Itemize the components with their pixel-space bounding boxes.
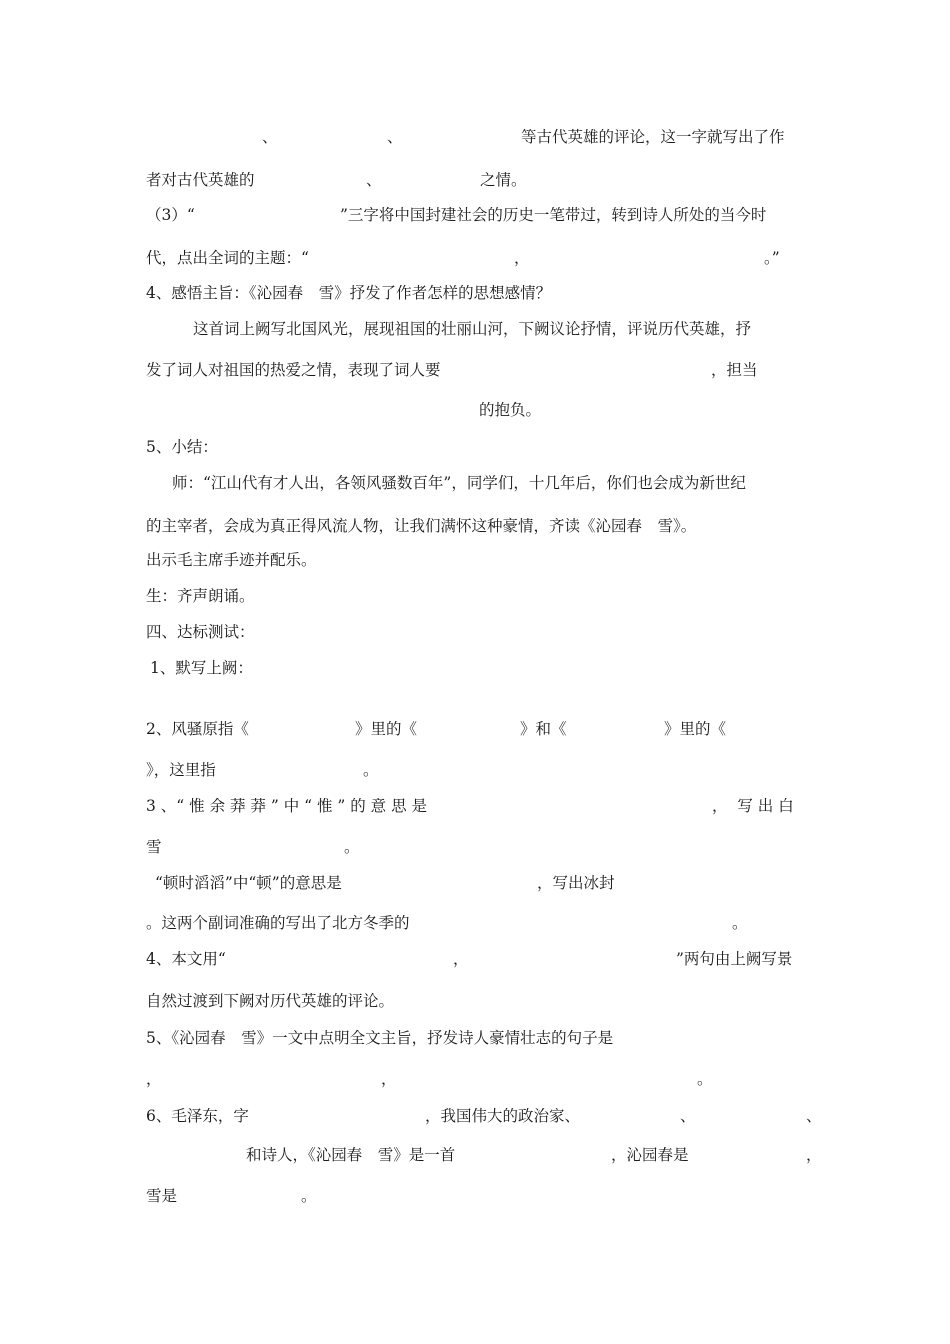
- text: 、: [806, 1107, 822, 1125]
- text: ”两句由上阙写景: [676, 950, 793, 968]
- question: 1、默写上阙：: [150, 659, 253, 677]
- text: 这首词上阙写北国风光，展现祖国的壮丽山河，下阙议论抒情，评说历代英雄，抒: [193, 320, 752, 338]
- text: ，: [514, 249, 530, 267]
- text: 的抱负。: [479, 401, 542, 419]
- text: “顿时滔滔”中“顿”的意思是: [155, 874, 342, 892]
- text: 。: [344, 838, 360, 856]
- question: 6、毛泽东，字: [146, 1107, 249, 1125]
- question: 5、《沁园春 雪》一文中点明全文主旨，抒发诗人豪情壮志的句子是: [146, 1029, 614, 1047]
- text: 、: [680, 1107, 696, 1125]
- text: 发了词人对祖国的热爱之情，表现了词人要: [146, 361, 441, 379]
- text: 。”: [764, 249, 780, 267]
- text: 。: [363, 761, 379, 779]
- text: 的主宰者，会成为真正得风流人物，让我们满怀这种豪情，齐读《沁园春 雪》。: [146, 517, 697, 535]
- question: 2、风骚原指《: [146, 720, 249, 738]
- text: 。: [697, 1070, 713, 1088]
- text: 师：“江山代有才人出，各领风骚数百年”，同学们，十几年后，你们也会成为新世纪: [172, 474, 746, 492]
- text: 》里的《: [355, 720, 418, 738]
- question: 3 、“ 惟 余 莽 莽 ” 中 “ 惟 ” 的 意 思 是: [146, 797, 428, 815]
- section-heading: 4、感悟主旨：《沁园春 雪》抒发了作者怎样的思想感情？: [146, 284, 552, 302]
- text: 》和《: [520, 720, 567, 738]
- text: 者对古代英雄的: [146, 171, 255, 189]
- text: ，写出冰封: [537, 874, 615, 892]
- text: 雪: [146, 838, 162, 856]
- text: 。: [301, 1187, 317, 1205]
- section-heading: 5、小结：: [146, 438, 218, 456]
- text: ，: [806, 1146, 822, 1164]
- question: 4、本文用“: [146, 950, 226, 968]
- section-heading: 四、达标测试：: [146, 623, 255, 641]
- text: 》里的《: [664, 720, 727, 738]
- text: 代，点出全词的主题：“: [146, 249, 309, 267]
- text: ，: [146, 1070, 162, 1088]
- text: 自然过渡到下阙对历代英雄的评论。: [146, 992, 395, 1010]
- text: ”三字将中国封建社会的历史一笔带过，转到诗人所处的当今时: [340, 206, 767, 224]
- text: ，: [453, 950, 469, 968]
- text: 雪是: [146, 1187, 178, 1205]
- text: 。: [732, 914, 748, 932]
- text: ，: [381, 1070, 397, 1088]
- text: ，沁园春是: [611, 1146, 689, 1164]
- text: （3）“: [146, 206, 195, 224]
- text: ，担当: [711, 361, 758, 379]
- text: 等古代英雄的评论，这一字就写出了作: [521, 128, 785, 146]
- text: 生：齐声朗诵。: [146, 587, 255, 605]
- text: 》，这里指: [146, 761, 216, 779]
- text: 之情。: [480, 171, 527, 189]
- text: 。这两个副词准确的写出了北方冬季的: [146, 914, 410, 932]
- text: ， 写 出 白: [712, 797, 794, 815]
- text: 、: [366, 171, 382, 189]
- text: 、: [387, 128, 403, 146]
- text: 、: [262, 128, 278, 146]
- text: 和诗人，《沁园春 雪》是一首: [246, 1146, 456, 1164]
- text: 出示毛主席手迹并配乐。: [146, 551, 317, 569]
- text: ，我国伟大的政治家、: [425, 1107, 581, 1125]
